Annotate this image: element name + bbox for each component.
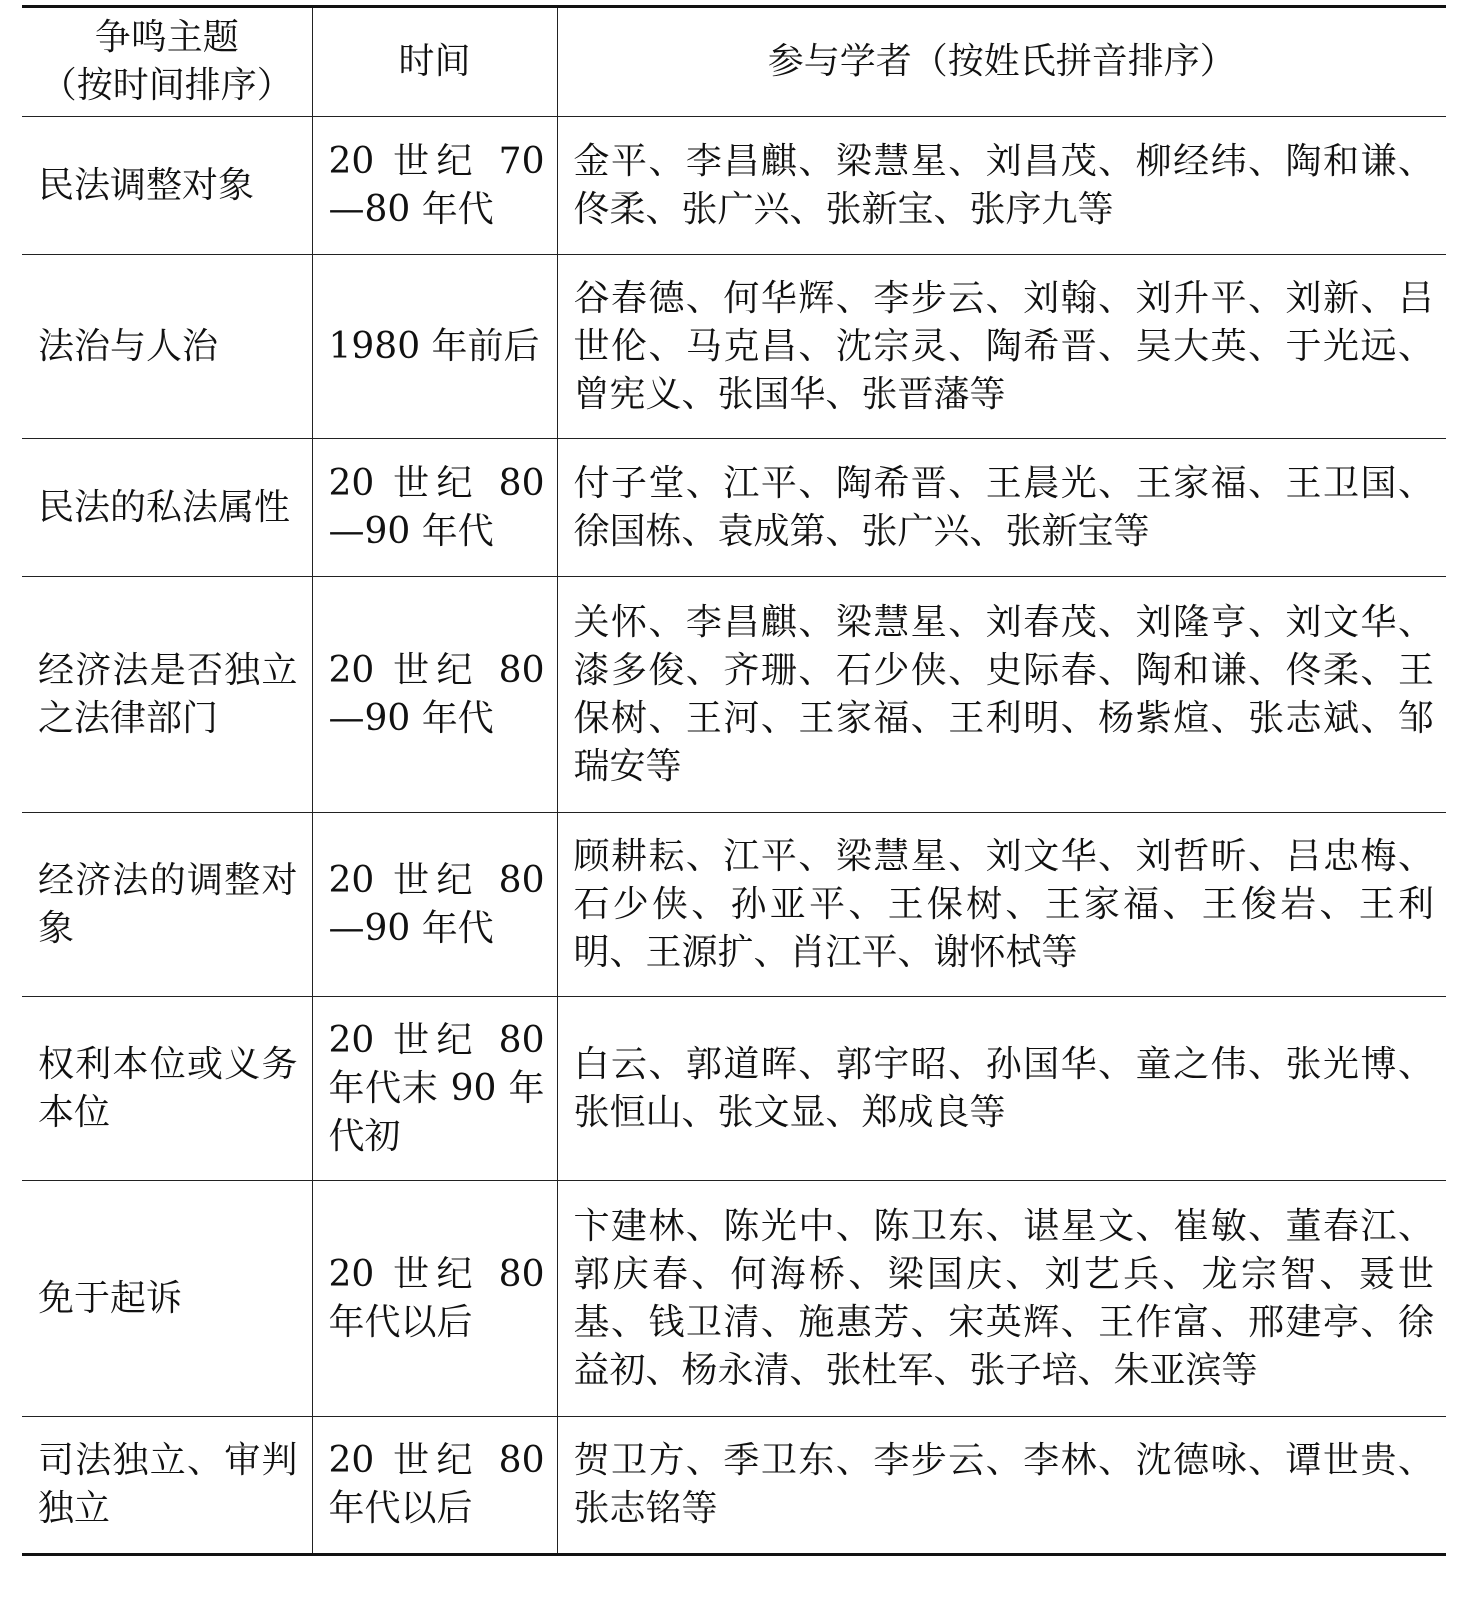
header-time: 时间 xyxy=(312,7,557,117)
header-topic xyxy=(22,7,312,117)
header-row xyxy=(22,7,1446,117)
time-cell: 20 世纪 80—90 年代 xyxy=(312,577,557,813)
topic-cell: 司法独立、审判独立 xyxy=(22,1417,312,1555)
topic-cell: 法治与人治 xyxy=(22,255,312,439)
scholars-cell: 金平、李昌麒、梁慧星、刘昌茂、柳经纬、陶和谦、佟柔、张广兴、张新宝、张序九等 xyxy=(557,117,1446,255)
time-cell: 20 世纪 80 年代以后 xyxy=(312,1181,557,1417)
topic-cell: 免于起诉 xyxy=(22,1181,312,1417)
scholars-cell: 付子堂、江平、陶希晋、王晨光、王家福、王卫国、徐国栋、袁成第、张广兴、张新宝等 xyxy=(557,439,1446,577)
time-cell: 20 世纪 70—80 年代 xyxy=(312,117,557,255)
table-row xyxy=(22,255,1446,439)
scholars-cell: 谷春德、何华辉、李步云、刘翰、刘升平、刘新、吕世伦、马克昌、沈宗灵、陶希晋、吴大英、于光远、曾宪义、张国华、张晋藩等 xyxy=(557,255,1446,439)
table-row xyxy=(22,577,1446,813)
table-row xyxy=(22,439,1446,577)
topic-cell: 民法的私法属性 xyxy=(22,439,312,577)
topic-cell: 经济法的调整对象 xyxy=(22,813,312,997)
header-topic-line1: 争鸣主题 xyxy=(94,17,239,58)
header-topic-line2: （按时间排序） xyxy=(40,65,293,106)
time-cell: 20 世纪 80—90 年代 xyxy=(312,813,557,997)
time-cell: 20 世纪 80 年代以后 xyxy=(312,1417,557,1555)
header-scholars: 参与学者（按姓氏拼音排序） xyxy=(557,7,1446,117)
time-cell: 20 世纪 80 年代末 90 年代初 xyxy=(312,997,557,1181)
topic-cell: 民法调整对象 xyxy=(22,117,312,255)
scholars-cell: 贺卫方、季卫东、李步云、李林、沈德咏、谭世贵、张志铭等 xyxy=(557,1417,1446,1555)
topic-cell: 经济法是否独立之法律部门 xyxy=(22,577,312,813)
table-row xyxy=(22,997,1446,1181)
scholars-cell: 卞建林、陈光中、陈卫东、谌星文、崔敏、董春江、郭庆春、何海桥、梁国庆、刘艺兵、龙宗智、聂世基、钱卫清、施惠芳、宋英辉、王作富、邢建亭、徐益初、杨永清、张杜军、张子培、朱亚滨等 xyxy=(557,1181,1446,1417)
table-row xyxy=(22,813,1446,997)
scholarly-debates-table xyxy=(22,5,1446,1556)
time-cell: 20 世纪 80—90 年代 xyxy=(312,439,557,577)
topic-cell: 权利本位或义务本位 xyxy=(22,997,312,1181)
table-row xyxy=(22,1417,1446,1555)
scholars-cell: 关怀、李昌麒、梁慧星、刘春茂、刘隆亨、刘文华、漆多俊、齐珊、石少侠、史际春、陶和谦、佟柔、王保树、王河、王家福、王利明、杨紫煊、张志斌、邹瑞安等 xyxy=(557,577,1446,813)
time-cell: 1980 年前后 xyxy=(312,255,557,439)
scholars-cell: 顾耕耘、江平、梁慧星、刘文华、刘哲昕、吕忠梅、石少侠、孙亚平、王保树、王家福、王俊岩、王利明、王源扩、肖江平、谢怀栻等 xyxy=(557,813,1446,997)
table-row xyxy=(22,1181,1446,1417)
scholars-cell: 白云、郭道晖、郭宇昭、孙国华、童之伟、张光博、张恒山、张文显、郑成良等 xyxy=(557,997,1446,1181)
table-row xyxy=(22,117,1446,255)
